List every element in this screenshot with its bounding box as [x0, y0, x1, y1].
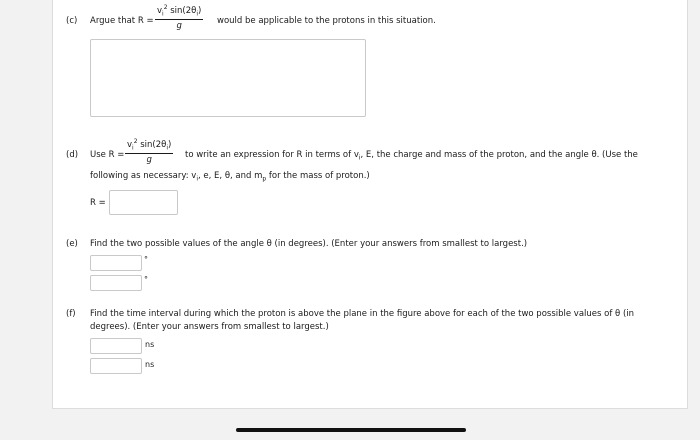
- part-d-lead: Use R =: [90, 150, 125, 160]
- part-c-fraction-numerator: $v_i^2$ $\sin(2\theta_i)$: [157, 4, 202, 18]
- part-d-label: (d): [66, 150, 79, 160]
- part-f-text-line1: Find the time interval during which the proton is above the plane in the figure above for each of the two possible values of θ (in: [90, 309, 635, 319]
- question-card: [52, 0, 688, 409]
- part-c-answer-textarea[interactable]: [90, 39, 366, 117]
- part-f-ns-unit-2: ns: [145, 360, 155, 369]
- part-c-fraction-denominator: g: [176, 20, 182, 31]
- part-f-answer-input-1[interactable]: [90, 338, 142, 354]
- part-f-ns-unit-1: ns: [145, 340, 155, 349]
- part-e-degree-unit-1: °: [144, 255, 148, 264]
- part-e-answer-input-2[interactable]: [90, 275, 142, 291]
- part-d-tail: to write an expression for R in terms of $v_i$, E, the charge and mass of the proton, and the angle θ. (Use the: [185, 150, 638, 162]
- part-d-fraction-denominator: g: [146, 154, 152, 165]
- part-d-fraction-numerator: $v_i^2$ $\sin(2\theta_i)$: [127, 138, 172, 152]
- part-f-answer-input-2[interactable]: [90, 358, 142, 374]
- part-d-line2: following as necessary: $v_i$, e, E, θ, and $m_p$ for the mass of proton.): [90, 171, 370, 183]
- part-c-tail: would be applicable to the protons in this situation.: [217, 16, 436, 26]
- part-e-answer-input-1[interactable]: [90, 255, 142, 271]
- part-d-answer-label: R =: [90, 198, 106, 208]
- part-e-label: (e): [66, 239, 78, 249]
- part-c-fraction: [155, 4, 203, 31]
- part-d-fraction: [125, 138, 173, 165]
- part-f-label: (f): [66, 309, 76, 319]
- part-e-text: Find the two possible values of the angle θ (in degrees). (Enter your answers from smallest to largest.): [90, 239, 528, 249]
- part-c-label: (c): [66, 16, 78, 26]
- home-indicator-bar: [236, 428, 466, 432]
- part-c-lead: Argue that R =: [90, 16, 154, 26]
- part-e-degree-unit-2: °: [144, 275, 148, 284]
- part-d-answer-input[interactable]: [109, 190, 178, 215]
- part-f-text-line2: degrees). (Enter your answers from smallest to largest.): [90, 322, 329, 332]
